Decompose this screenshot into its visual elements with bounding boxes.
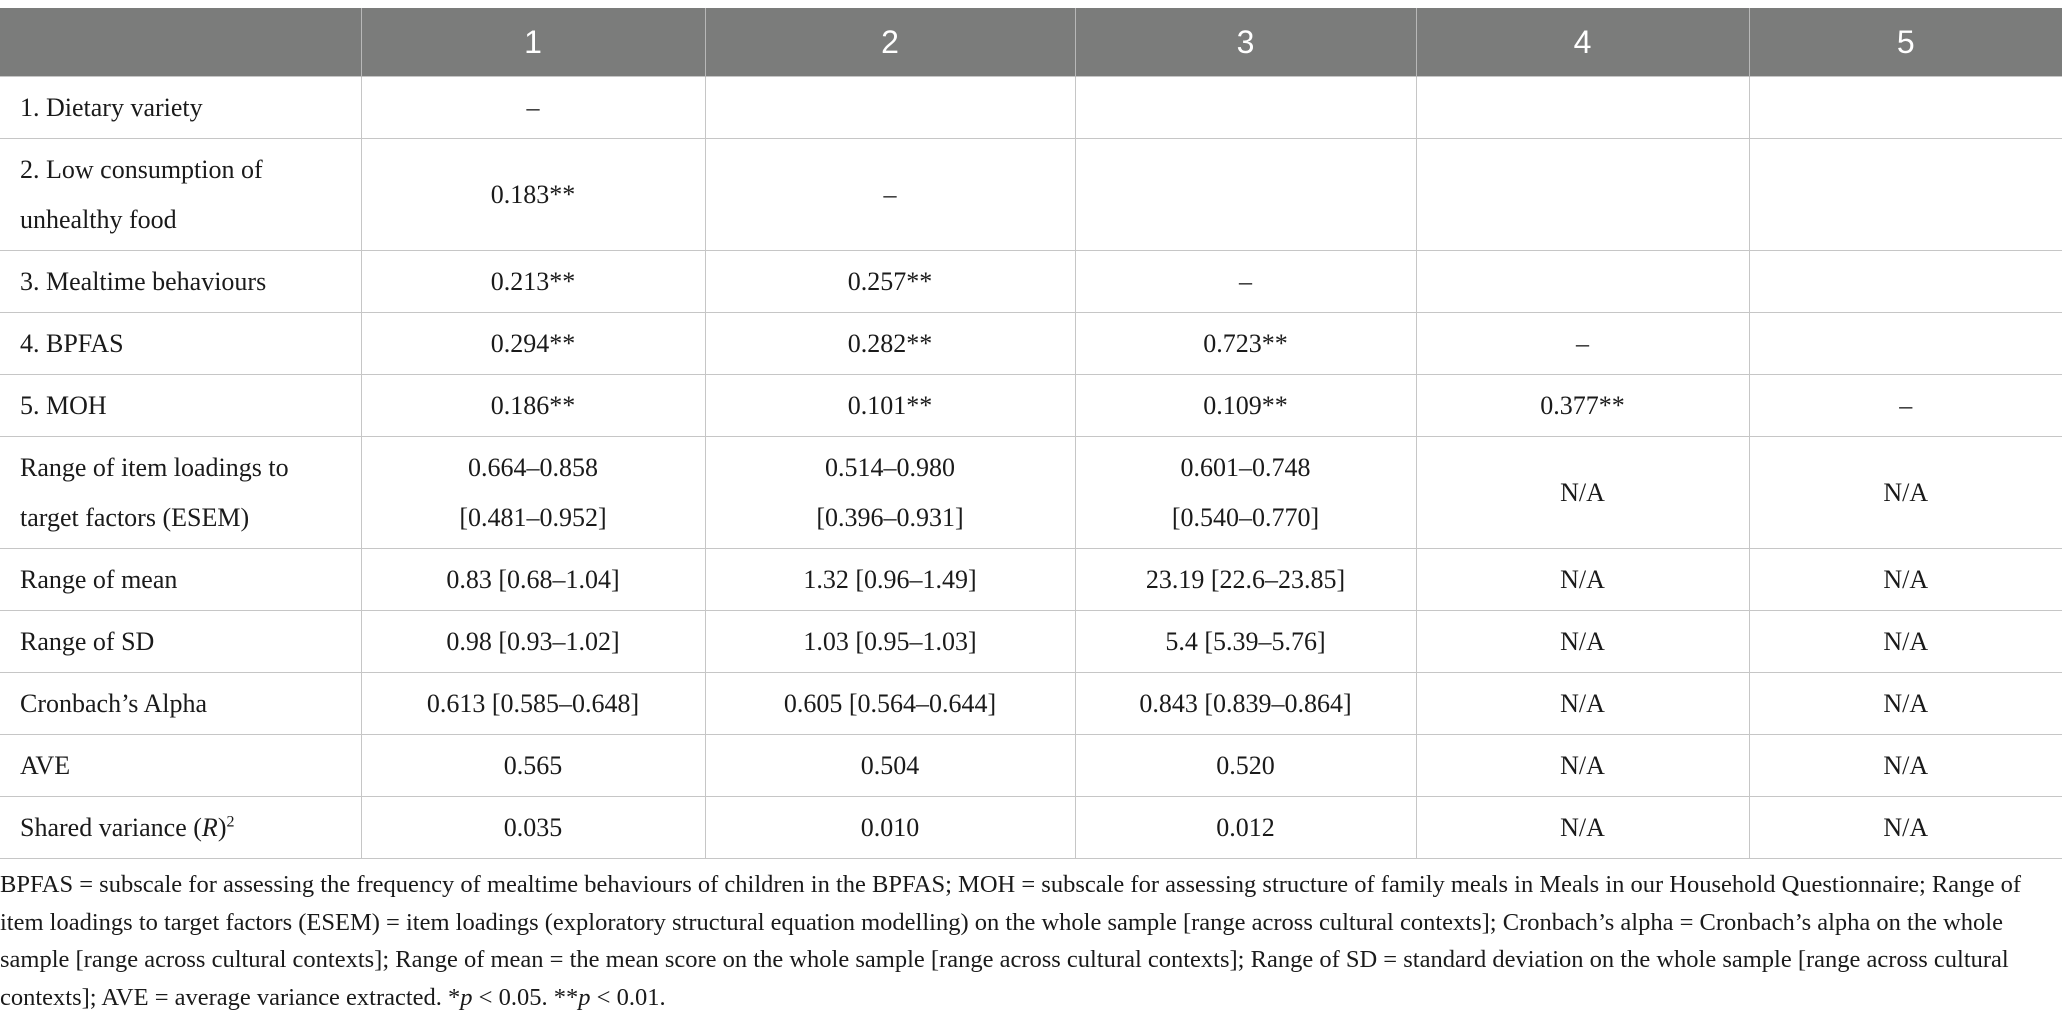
cell-value: N/A [1883,812,1929,842]
cell-value: 0.723** [1203,328,1288,358]
table-cell [1416,375,1749,437]
cell-value: – [1239,266,1252,296]
table-cell [1075,251,1416,313]
cell-value: 1.32 [0.96–1.49] [803,564,977,594]
table-cell [1749,549,2062,611]
correlation-table [0,8,2062,859]
table-cell [361,313,705,375]
table-row [0,139,2062,251]
table-cell [1075,375,1416,437]
row-label [0,549,361,611]
cell-value: 0.613 [0.585–0.648] [426,688,640,718]
table-cell [361,139,705,251]
row-label-text: Shared variance [20,812,194,842]
table-cell [1416,549,1749,611]
cell-value: [0.396–0.931] [816,502,964,532]
table-cell [705,797,1075,859]
cell-value: 0.504 [860,750,920,780]
table-cell [1416,313,1749,375]
table-cell [1749,313,2062,375]
row-label [0,673,361,735]
table-row [0,313,2062,375]
table-footnote [0,866,2050,1016]
row-label [0,251,361,313]
cell-value: 0.183** [490,179,576,209]
table-cell [1749,77,2062,139]
cell-value: 0.186** [490,390,576,420]
cell-value: N/A [1883,688,1929,718]
cell-value: 0.601–0.748 [1180,452,1311,482]
header-col-3: 3 [1075,8,1416,77]
row-label-line: 4. BPFAS [20,328,124,358]
row-label-line: Cronbach’s Alpha [20,688,208,718]
table-row [0,611,2062,673]
table-row [0,673,2062,735]
cell-value: 0.520 [1216,750,1275,780]
cell-value: 0.83 [0.68–1.04] [446,564,620,594]
row-label-line: target factors (ESEM) [20,502,250,532]
header-row [0,8,2062,77]
cell-value: 1.03 [0.95–1.03] [803,626,977,656]
header-col-2: 2 [705,8,1075,77]
table-row [0,797,2062,859]
table-cell [1416,797,1749,859]
table-cell [705,611,1075,673]
table-cell [705,735,1075,797]
table-cell [705,375,1075,437]
table-cell [1416,437,1749,549]
table-cell [1749,375,2062,437]
correlation-table-container [0,8,2062,859]
paren-open: ( [193,812,202,842]
cell-value: 0.012 [1216,812,1275,842]
cell-value: 23.19 [22.6–23.85] [1145,564,1346,594]
table-cell [361,797,705,859]
table-row [0,251,2062,313]
table-cell [1749,139,2062,251]
row-label-line: 3. Mealtime behaviours [20,266,267,296]
row-label [0,437,361,549]
table-cell [1075,139,1416,251]
table-cell [1749,797,2062,859]
table-row [0,735,2062,797]
table-cell [705,251,1075,313]
table-cell [361,673,705,735]
cell-value: 0.035 [503,812,563,842]
cell-value: – [526,92,540,122]
table-cell [361,735,705,797]
footnote-sig1-prefix: * [448,983,461,1011]
cell-value: N/A [1883,750,1929,780]
footnote-sig2-suffix: < 0.01. [590,983,666,1011]
table-cell [705,673,1075,735]
table-cell [1416,139,1749,251]
cell-value: 0.294** [490,328,576,358]
footnote-sig2-p: p [578,983,591,1011]
row-label-line [20,803,341,853]
row-label [0,797,361,859]
table-cell [1075,313,1416,375]
cell-value: – [1576,328,1589,358]
table-cell [1749,673,2062,735]
table-cell [1075,735,1416,797]
header-col-1: 1 [361,8,705,77]
footnote-sig1-suffix: < 0.05. [472,983,554,1011]
table-cell [705,549,1075,611]
table-cell [1075,437,1416,549]
cell-value: N/A [1883,477,1929,507]
table-row [0,549,2062,611]
cell-value: N/A [1560,564,1605,594]
cell-value: N/A [1883,564,1929,594]
cell-value: N/A [1560,477,1605,507]
superscript-2: 2 [226,812,235,830]
cell-value: 0.565 [503,750,563,780]
cell-value: 0.257** [847,266,933,296]
table-cell [1749,251,2062,313]
table-cell [705,313,1075,375]
footnote-sig1-p: p [460,983,473,1011]
cell-value: 0.843 [0.839–0.864] [1139,688,1352,718]
table-cell [361,611,705,673]
cell-value: 0.664–0.858 [468,452,598,482]
cell-value: 0.514–0.980 [825,452,955,482]
cell-value: 0.282** [847,328,933,358]
table-row [0,375,2062,437]
table-cell [1075,77,1416,139]
cell-value: 0.109** [1203,390,1288,420]
cell-value: N/A [1560,812,1605,842]
cell-value: [0.481–0.952] [459,502,607,532]
table-cell [361,251,705,313]
cell-value: – [883,179,897,209]
table-cell [1416,611,1749,673]
cell-value: 5.4 [5.39–5.76] [1165,626,1326,656]
table-cell [1416,77,1749,139]
row-label-line: Range of mean [20,564,178,594]
table-cell [361,77,705,139]
footnote-text: BPFAS = subscale for assessing the frequency of mealtime behaviours of children in the BPFAS; MOH = subscale for assessing structure of family meals in Meals in our Household Questionnaire; Range of item loadings to target factors (ESEM) = item loadings (exploratory structural equation modelling) on the whole sample [range across cultural contexts]; Cronbach’s alpha = Cronbach’s alpha on the whole sample [range across cultural contexts]; Range of mean = the mean score on the whole sample [range across cultural contexts]; Range of SD = standard deviation on the whole sample [range across cultural contexts]; AVE = average variance extracted. [0,871,2022,1011]
cell-value: 0.605 [0.564–0.644] [783,688,997,718]
row-label-line: 2. Low consumption of [20,154,263,184]
cell-value: 0.101** [847,390,933,420]
row-label [0,77,361,139]
table-cell [1075,673,1416,735]
r-symbol: R [201,812,218,842]
table-cell [1749,611,2062,673]
row-label [0,313,361,375]
row-label-line: Range of SD [20,626,155,656]
cell-value: 0.377** [1540,390,1625,420]
row-label [0,611,361,673]
cell-value: 0.010 [860,812,920,842]
table-cell [361,549,705,611]
row-label [0,735,361,797]
table-row [0,437,2062,549]
cell-value: [0.540–0.770] [1171,502,1320,532]
table-cell [705,437,1075,549]
table-cell [1416,251,1749,313]
cell-value: 0.98 [0.93–1.02] [446,626,620,656]
table-row [0,77,2062,139]
table-cell [1075,549,1416,611]
row-label [0,375,361,437]
cell-value: – [1899,390,1913,420]
cell-value: 0.213** [490,266,576,296]
table-cell [705,77,1075,139]
row-label-line: Range of item loadings to [20,452,289,482]
cell-value: N/A [1560,750,1605,780]
row-label-line: 5. MOH [20,390,107,420]
row-label [0,139,361,251]
paren-close: ) [217,812,227,842]
table-cell [1416,673,1749,735]
row-label-line: unhealthy food [20,204,177,234]
table-cell [1749,437,2062,549]
table-cell [1075,797,1416,859]
cell-value: N/A [1560,688,1605,718]
table-header [0,8,2062,77]
row-label-line: AVE [20,750,71,780]
cell-value: N/A [1883,626,1929,656]
table-cell [705,139,1075,251]
table-cell [1749,735,2062,797]
header-col-5: 5 [1749,8,2062,77]
table-cell [361,437,705,549]
table-body [0,77,2062,859]
footnote-sig2-prefix: ** [553,983,579,1011]
header-col-4: 4 [1416,8,1749,77]
table-cell [361,375,705,437]
row-label-line: 1. Dietary variety [20,92,203,122]
cell-value: N/A [1560,626,1605,656]
header-corner [0,8,361,77]
table-cell [1416,735,1749,797]
table-cell [1075,611,1416,673]
